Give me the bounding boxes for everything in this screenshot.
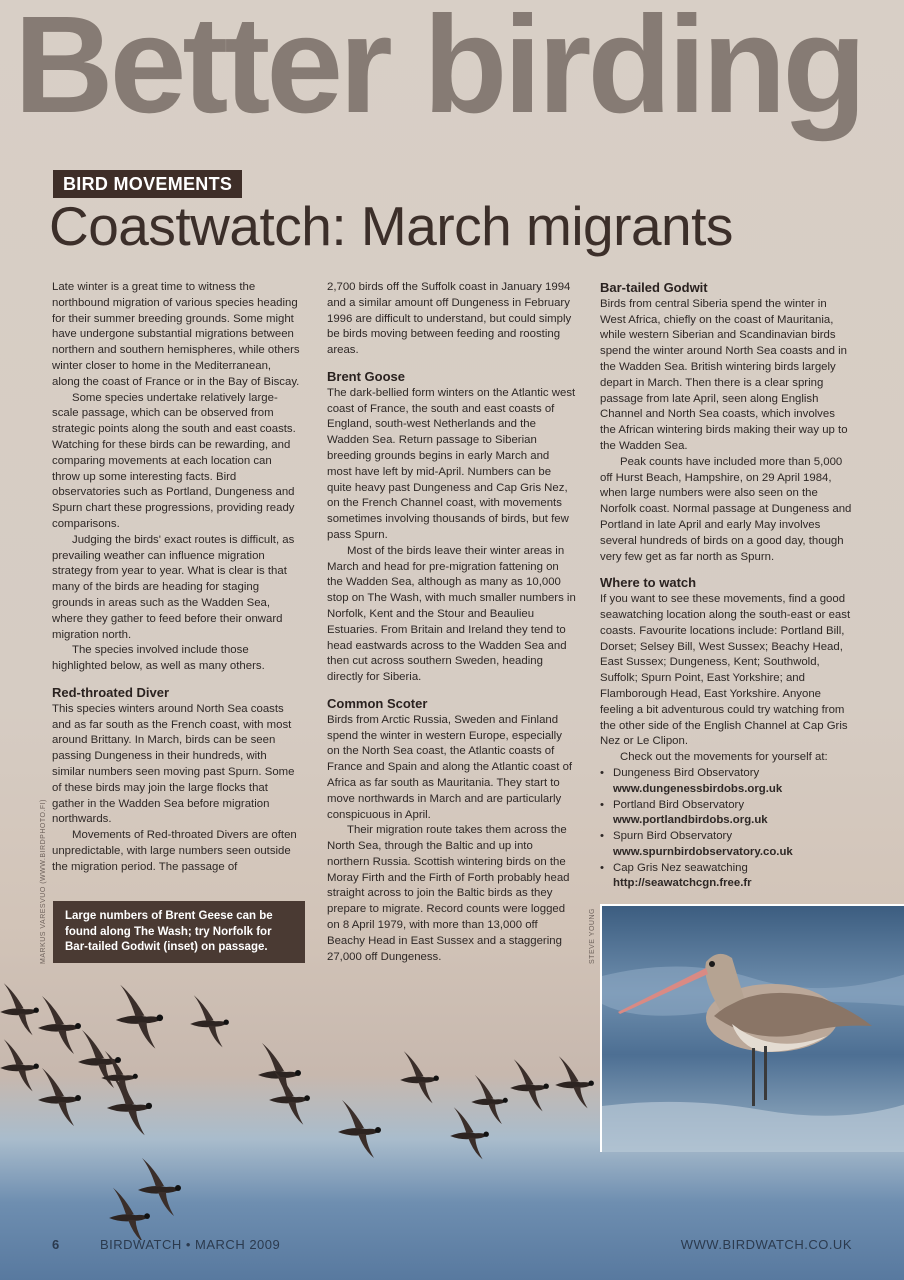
goose-icon	[338, 1100, 381, 1158]
goose-icon	[116, 985, 163, 1049]
list-item	[600, 798, 852, 830]
subheading-where-to-watch: Where to watch	[600, 575, 697, 591]
list-item	[600, 861, 852, 893]
body-paragraph: Check out the movements for yourself at:	[620, 751, 828, 764]
column-3	[600, 280, 852, 892]
column-1	[52, 280, 302, 875]
goose-icon	[109, 1188, 150, 1240]
observatory-links-list	[600, 766, 852, 892]
goose-icon	[138, 1158, 181, 1216]
link-url[interactable]: www.dungenessbirdobs.org.uk	[613, 782, 783, 795]
goose-icon	[471, 1075, 508, 1124]
goose-icon	[450, 1107, 489, 1159]
goose-icon	[258, 1043, 301, 1101]
link-name: Dungeness Bird Observatory	[613, 766, 760, 779]
goose-icon	[190, 995, 229, 1047]
link-name: Portland Bird Observatory	[613, 798, 745, 811]
subheading-common-scoter: Common Scoter	[327, 695, 428, 711]
subheading-bar-tailed-godwit: Bar-tailed Godwit	[600, 280, 708, 295]
goose-icon	[510, 1059, 549, 1111]
goose-icon	[38, 996, 81, 1054]
link-url[interactable]: www.spurnbirdobservatory.co.uk	[613, 845, 793, 858]
page-number: 6	[52, 1237, 60, 1252]
body-paragraph: 2,700 birds off the Suffolk coast in January 1994 and a similar amount off Dungeness in February 1996 are difficult to understand, but could simply be birds moving between feeding and roosting areas.	[327, 281, 572, 357]
body-paragraph: Peak counts have included more than 5,000 off Hurst Beach, Hampshire, on 29 April 1984, when large numbers were also seen on the Norfolk coast. Normal passage at Dungeness and Portland in late April and early May involves several hundreds of birds on a good day, though very few get as far north as Spurn.	[600, 455, 852, 563]
article-headline: Coastwatch: March migrants	[49, 195, 733, 257]
section-tag: BIRD MOVEMENTS	[53, 170, 242, 198]
goose-icon	[107, 1074, 152, 1135]
body-paragraph: Judging the birds' exact routes is difficult, as prevailing weather can influence migration strategy from year to year. What is clear is that many of the birds are heading for staging grounds in areas such as the Wadden Sea, where they gather to feed before their onward migration north.	[52, 533, 295, 641]
brent-geese-flock-image	[0, 960, 600, 1240]
list-item	[600, 829, 852, 861]
link-name: Cap Gris Nez seawatching	[613, 861, 748, 874]
body-paragraph: Most of the birds leave their winter areas in March and head for pre-migration fattening on the Wadden Sea, although as many as 10,000 stop on The Wash, with much smaller numbers in Norfolk, Kent and the Stour and Beaulieu Estuaries. From Britain and Ireland they tend to head eastwards across to the Wadden Sea and then cut across southern Sweden, heading directly for Siberia.	[327, 544, 576, 684]
body-paragraph: Their migration route takes them across the North Sea, through the Baltic and up into northern Russia. Scottish wintering birds on the Moray Firth and the Firth of Forth probably head straight across to join the Baltic birds as they prepare to migrate. Record counts were logged on 8 April 1979, with more than 13,000 off Beachy Head in East Sussex and a staggering 27,000 off Dungeness.	[327, 824, 570, 963]
body-paragraph: This species winters around North Sea coasts and as far south as the French coast, with most around Brittany. In March, birds can be seen passing Dungeness in their hundreds, with similar numbers seen moving past Spurn. Some of these birds may join the large flocks that gather in the Wadden Sea before migration northwards.	[52, 702, 295, 826]
body-paragraph: The dark-bellied form winters on the Atlantic west coast of France, the south and east coasts of England, south-west Netherlands and the Wadden Sea. Return passage to Siberian breeding grounds begins in early March and most have left by mid-April. Numbers can be quite heavy past Dungeness and Cap Gris Nez, on the French Channel coast, with movements sometimes involving thousands of birds, but few pass Spurn.	[327, 386, 576, 541]
photo-credit-inset: STEVE YOUNG	[589, 908, 596, 964]
body-paragraph: Movements of Red-throated Divers are often unpredictable, with large numbers seen outside the migration period. The passage of	[52, 829, 297, 873]
photo-credit-main: MARKUS VARESVUO (WWW.BIRDPHOTO.FI)	[40, 799, 47, 964]
masthead-title: Better birding	[14, 0, 863, 142]
body-paragraph: Late winter is a great time to witness the northbound migration of various species heading for their summer breeding grounds. Some might have undergone substantial migrations between northern and southern hemispheres, while others winter closer to home in the Mediterranean, along the coast of France or in the Bay of Biscay.	[52, 281, 300, 388]
subheading-brent-goose: Brent Goose	[327, 368, 406, 384]
goose-icon	[0, 1039, 39, 1091]
link-url[interactable]: www.portlandbirdobs.org.uk	[613, 814, 768, 827]
subheading-red-throated-diver: Red-throated Diver	[52, 684, 170, 700]
goose-icon	[0, 983, 39, 1035]
goose-icon	[400, 1051, 439, 1103]
publication-info: BIRDWATCH • MARCH 2009	[100, 1237, 281, 1252]
bar-tailed-godwit-inset-photo	[600, 904, 904, 1152]
body-paragraph: The species involved include those highlighted below, as well as many others.	[52, 644, 265, 673]
goose-icon	[38, 1068, 81, 1126]
list-item	[600, 766, 852, 798]
column-2	[327, 280, 577, 965]
body-paragraph: Birds from Arctic Russia, Sweden and Finland spend the winter in western Europe, especially on the North Sea coast, the Atlantic coasts of France and Spain and along the Atlantic coast of Africa as far south as Mauritania. They start to move northwards in March and are particularly conspicuous in April.	[327, 713, 573, 821]
link-name: Spurn Bird Observatory	[613, 830, 733, 843]
photo-caption: Large numbers of Brent Geese can be found along The Wash; try Norfolk for Bar-tailed Godwit (inset) on passage.	[53, 901, 305, 963]
body-paragraph: Some species undertake relatively large-scale passage, which can be observed from strategic points along the south and east coasts. Watching for these birds can be rewarding, and comparing movements at each location can throw up some interesting facts. Bird observatories such as Portland, Dungeness and Spurn chart these progressions, providing ready comparisons.	[52, 391, 296, 530]
body-paragraph: Birds from central Siberia spend the winter in West Africa, chiefly on the coast of Mauritania, while western Siberian and Scandinavian birds spend the winter around North Sea coasts and in the Wadden Sea. British wintering birds largely depart in March. Then there is a clear spring passage from late April, seen along English Channel and North Sea coasts, which involves the African wintering birds making their way up to the Wadden Sea.	[600, 297, 848, 452]
link-url[interactable]: http://seawatchcgn.free.fr	[613, 877, 752, 890]
goose-icon	[555, 1056, 594, 1108]
body-paragraph: If you want to see these movements, find a good seawatching location along the south-east or east coasts. Favourite locations include: Portland Bill, Dorset; Selsey Bill, West Sussex; Beachy Head, East Sussex; Dungeness, Kent; Southwold, Suffolk; Spurn Point, East Yorkshire; and Flamborough Head, East Yorkshire. Anyone feeling a bit adventurous could try watching from the other side of the English Channel at Cap Gris Nez or Le Clipon.	[600, 593, 851, 748]
website-url[interactable]: WWW.BIRDWATCH.CO.UK	[680, 1237, 852, 1252]
